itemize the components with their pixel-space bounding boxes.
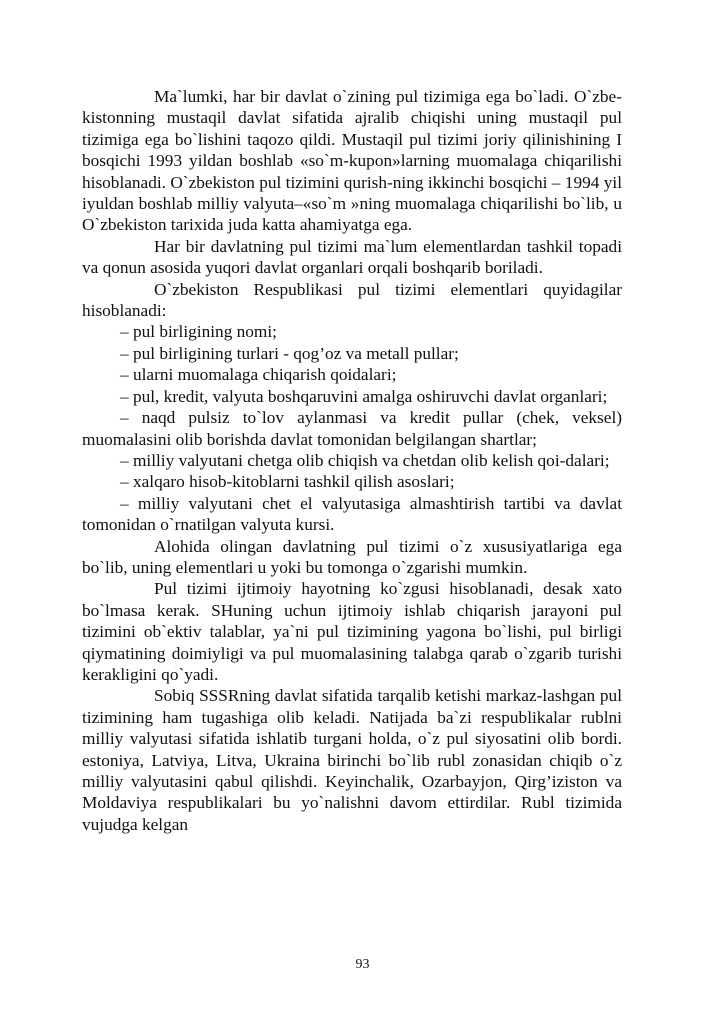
paragraph-elements-overview: Har bir davlatning pul tizimi ma`lum elementlardan tashkil topadi va qonun asosida yuqori davlat organlari orqali boshqarib boriladi. [82,236,622,278]
list-item: – pul, kredit, valyuta boshqaruvini amalga oshiruvchi davlat organlari; [120,386,608,406]
list-item: – naqd pulsiz to`lov aylanmasi va kredit pullar (chek, veksel) muomalasini olib borishda davlat tomonidan belgilangan shartlar; [82,408,622,449]
paragraph-features: Alohida olingan davlatning pul tizimi o`z xususiyatlariga ega bo`lib, uning elementlari u yoki bu tomonga o`zgarishi mumkin. [82,536,622,577]
paragraph-intro: Ma`lumki, har bir davlat o`zining pul tizimiga ega bo`ladi. O`zbe-kistonning mustaqil davlat sifatida ajralib chiqishi uning mustaqil pul tizimiga ega bo`lishini taqozo qildi. Mustaqil pul tizimi joriy qilinishining I bosqichi 1993 yildan boshlab «so`m-kupon»larning muomalaga chiqarilishi hisoblanadi. O`zbekiston pul tizimini qurish-ning ikkinchi bosqichi – 1994 yil iyuldan boshlab milliy valyuta–«so`m »ning muomalaga chiqarilishi bo`lib, u O`zbekiston tarixida juda katta ahamiyatga ega. [82,87,622,235]
list-item: – milliy valyutani chetga olib chiqish va chetdan olib kelish qoi-dalari; [120,450,610,470]
list-item: – ularni muomalaga chiqarish qoidalari; [120,365,397,385]
list-item: – milliy valyutani chet el valyutasiga almashtirish tartibi va davlat tomonidan o`rnatilgan valyuta kursi. [82,493,622,535]
body-text [82,86,622,835]
page-number: 93 [355,957,370,972]
list-item: – pul birligining turlari - qog’oz va metall pullar; [120,343,459,363]
list-item: – xalqaro hisob-kitoblarni tashkil qilish asoslari; [120,472,455,492]
paragraph-list-lead: O`zbekiston Respublikasi pul tizimi elementlari quyidagilar hisoblanadi: [82,279,622,321]
list-item: – pul birligining nomi; [120,322,277,342]
paragraph-social-mirror: Pul tizimi ijtimoiy hayotning ko`zgusi hisoblanadi, desak xato bo`lmasa kerak. SHuning uchun ijtimoiy ishlab chiqarish jarayoni pul tizimini ob`ektiv talablar, ya`ni pul tizimining yagona bo`lishi, pul birligi qiymatining doimiyligi va pul muomalasining talabga qarab o`zgarib turishi kerakligini qo`yadi. [82,579,622,684]
paragraph-ussr-collapse: Sobiq SSSRning davlat sifatida tarqalib ketishi markaz-lashgan pul tizimining ham tugashiga olib keladi. Natijada ba`zi respublikalar rublni milliy valyutasi sifatida ishlatib turgani holda, o`z pul siyosatini olib bordi. estoniya, Latviya, Litva, Ukraina birinchi bo`lib rubl zonasidan chiqib o`z milliy valyutasini qabul qilishdi. Keyinchalik, Ozarbayjon, Qirg’iziston va Moldaviya respublikalari bu yo`nalishni davom ettirdilar. Rubl tizimida vujudga kelgan [82,686,622,834]
